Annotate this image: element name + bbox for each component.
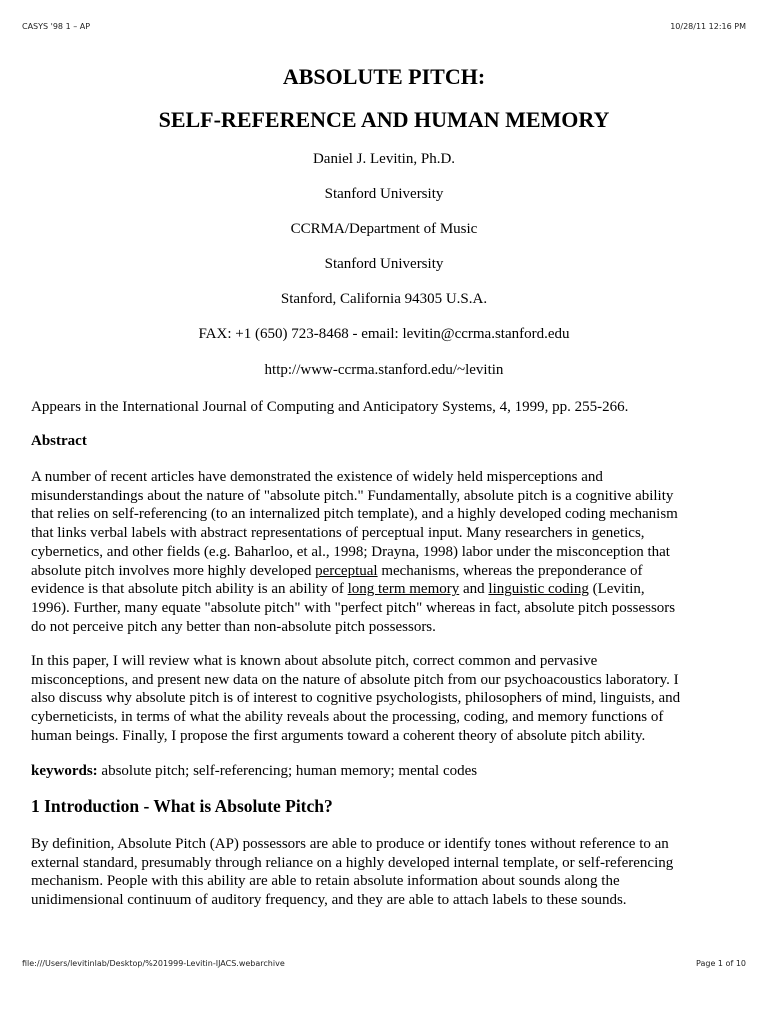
paper-title-line-1: ABSOLUTE PITCH: (282, 64, 486, 89)
author-affiliation-2: Stanford University (324, 256, 444, 272)
text-line: In this paper, I will review what is known about absolute pitch, correct common and pervasive (31, 653, 598, 669)
author-homepage-url: http://www-ccrma.stanford.edu/~levitin (264, 362, 504, 378)
author-department: CCRMA/Department of Music (290, 221, 478, 237)
linguistic-coding-link[interactable]: linguistic coding (488, 581, 589, 598)
abstract-paragraph-2 (31, 652, 741, 746)
text-segment: mechanisms, whereas the preponderance of (377, 562, 643, 579)
author-affiliation: Stanford University (324, 186, 444, 202)
text-line: misconceptions, and present new data on the nature of absolute pitch from our psychoacoustics laboratory. I (31, 671, 679, 688)
publication-note: Appears in the International Journal of Computing and Anticipatory Systems, 4, 1999, pp. 255-266. (31, 399, 629, 415)
text-line: A number of recent articles have demonstrated the existence of widely held misperceptions and (31, 469, 603, 485)
keywords-line (31, 762, 741, 781)
author-name: Daniel J. Levitin, Ph.D. (312, 151, 456, 167)
keywords-label: keywords: (31, 763, 98, 779)
text-line: do not perceive pitch any better than non-absolute pitch possessors. (31, 618, 436, 635)
text-line (31, 580, 741, 599)
text-segment: (Levitin, (588, 581, 645, 598)
page-footer-file-path: file:///Users/levitinlab/Desktop/%201999-Levitin-IJACS.webarchive (22, 959, 285, 968)
section-1-paragraph (31, 835, 741, 910)
text-line: cybernetics, and other fields (e.g. Baharloo, et al., 1998; Drayna, 1998) labor under the misconception that (31, 543, 670, 560)
text-line (31, 562, 741, 581)
text-segment: and (459, 581, 489, 598)
page-header-datetime: 10/28/11 12:16 PM (670, 22, 746, 31)
text-line: 1996). Further, many equate "absolute pitch" with "perfect pitch" whereas in fact, absolute pitch possessors (31, 599, 676, 616)
abstract-heading: Abstract (31, 433, 87, 449)
long-term-memory-link[interactable]: long term memory (347, 581, 460, 598)
text-line: that relies on self-referencing (to an internalized pitch template), and a highly developed coding mechanism (31, 506, 678, 523)
keywords-list: absolute pitch; self-referencing; human memory; mental codes (97, 763, 478, 779)
text-line: By definition, Absolute Pitch (AP) possessors are able to produce or identify tones without reference to an (31, 836, 669, 852)
text-line: mechanism. People with this ability are able to retain absolute information about sounds along the (31, 873, 620, 890)
text-segment: evidence is that absolute pitch ability is an ability of (31, 581, 348, 598)
paper-title-line-2: SELF-REFERENCE AND HUMAN MEMORY (158, 107, 610, 132)
abstract-paragraph-1 (31, 468, 741, 636)
text-line: external standard, presumably through reliance on a highly developed internal template, or self-referencing (31, 854, 674, 871)
section-1-heading: 1 Introduction - What is Absolute Pitch? (31, 796, 333, 816)
page-footer-page-number: Page 1 of 10 (696, 959, 746, 968)
text-line: that links verbal labels with abstract representations of perceptual input. Many researchers in genetics, (31, 525, 645, 542)
text-line: misunderstandings about the nature of "absolute pitch." Fundamentally, absolute pitch is a cognitive ability (31, 487, 674, 504)
page-header-title: CASYS '98 1 – AP (22, 22, 91, 31)
text-line: cyberneticists, in terms of what the ability reveals about the processing, coding, and memory functions of (31, 709, 664, 726)
text-segment: absolute pitch involves more highly developed (31, 562, 316, 579)
text-line: unidimensional continuum of auditory frequency, and they are able to attach labels to these sounds. (31, 892, 627, 909)
perceptual-link[interactable]: perceptual (315, 562, 378, 579)
author-address: Stanford, California 94305 U.S.A. (280, 291, 488, 307)
text-line: human beings. Finally, I propose the first arguments toward a coherent theory of absolute pitch ability. (31, 727, 646, 744)
author-contact: FAX: +1 (650) 723-8468 - email: levitin@ccrma.stanford.edu (198, 326, 570, 342)
text-line: also discuss why absolute pitch is of interest to cognitive psychologists, philosophers of mind, linguists, and (31, 690, 681, 707)
